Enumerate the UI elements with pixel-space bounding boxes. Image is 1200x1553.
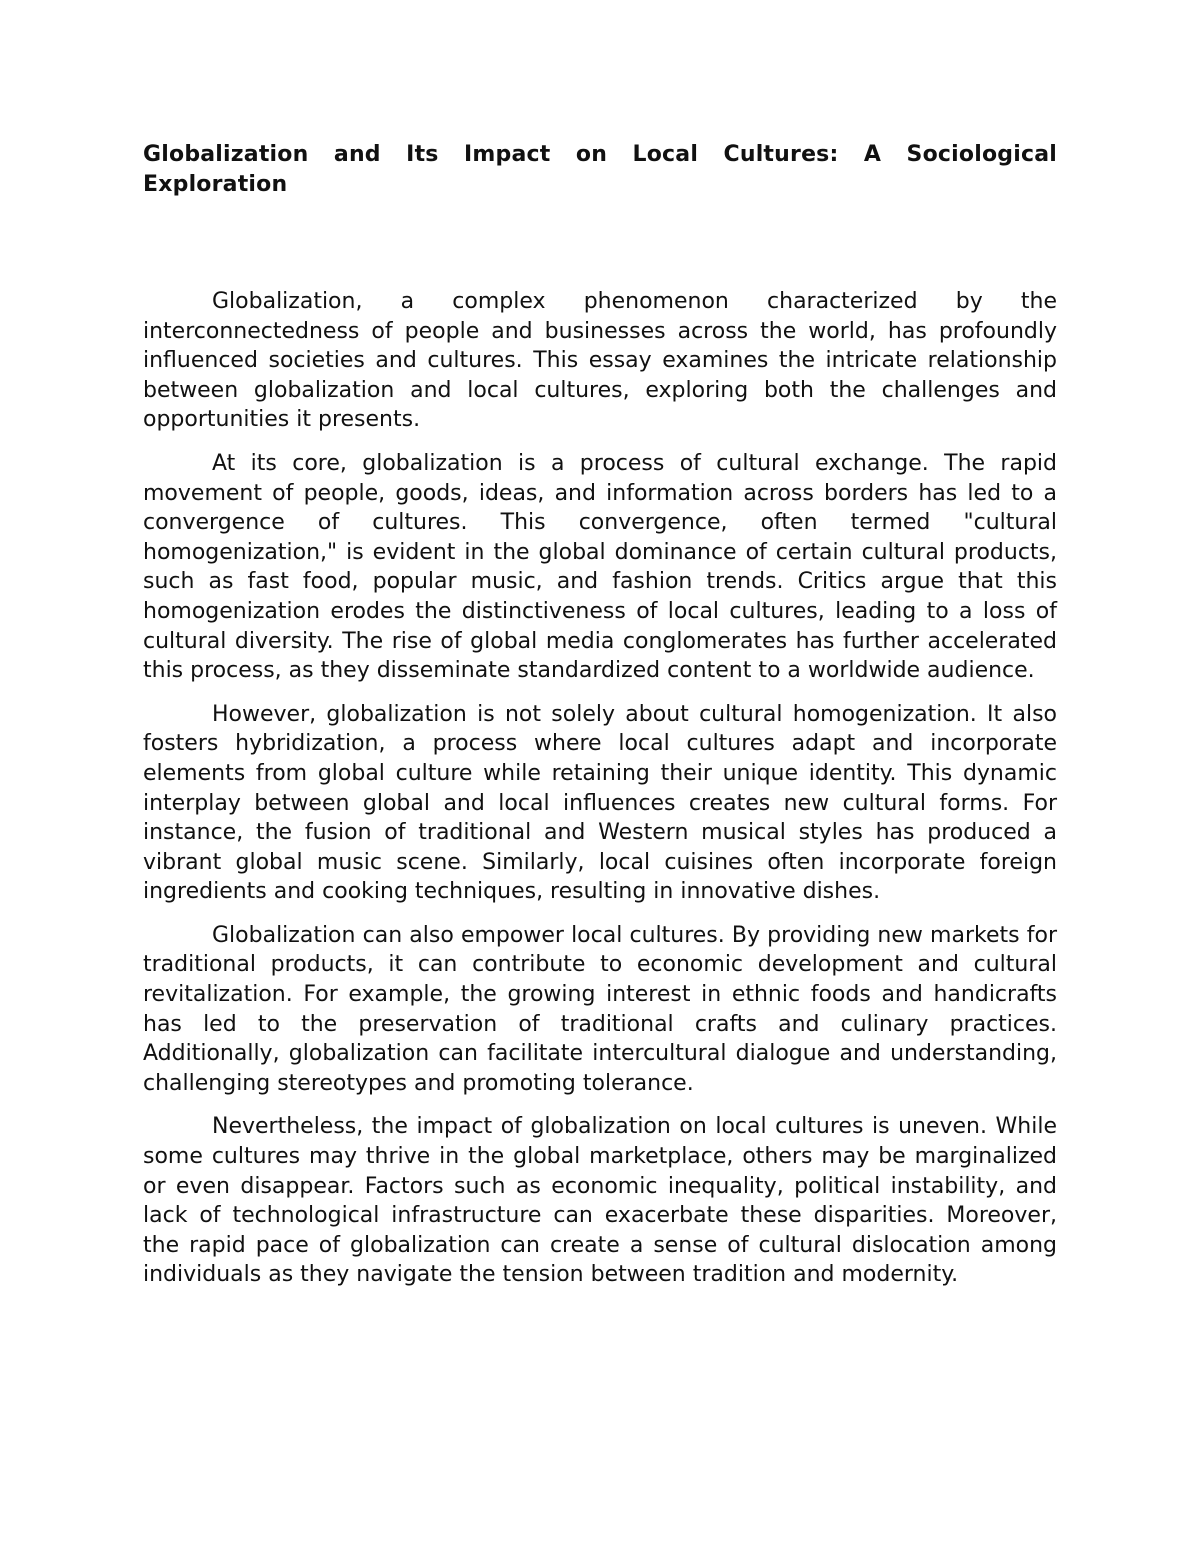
title-spacer [143,200,1057,287]
paragraph-intro: Globalization, a complex phenomenon characterized by the interconnectedness of people and businesses across the world, has profoundly influenced societies and cultures. This essay examines the intricate relationship between globalization and local cultures, exploring both the challenges and opportunities it presents. [143,289,1057,433]
document-body [143,140,1057,1304]
paragraph-hybridization: However, globalization is not solely about cultural homogenization. It also fosters hybridization, a process where local cultures adapt and incorporate elements from global culture while retaining their unique identity. This dynamic interplay between global and local influences creates new cultural forms. For instance, the fusion of traditional and Western musical styles has produced a vibrant global music scene. Similarly, local cuisines often incorporate foreign ingredients and cooking techniques, resulting in innovative dishes. [143,701,1057,905]
document-title: Globalization and Its Impact on Local Cultures: A Sociological Exploration [143,142,1057,197]
paragraph-cultural-exchange: At its core, globalization is a process of cultural exchange. The rapid movement of people, goods, ideas, and information across borders has led to a convergence of cultures. This convergence, often termed "cultural homogenization," is evident in the global dominance of certain cultural products, such as fast food, popular music, and fashion trends. Critics argue that this homogenization erodes the distinctiveness of local cultures, leading to a loss of cultural diversity. The rise of global media conglomerates has further accelerated this process, as they disseminate standardized content to a worldwide audience. [143,450,1057,684]
paragraph-uneven-impact: Nevertheless, the impact of globalization on local cultures is uneven. While some cultures may thrive in the global marketplace, others may be marginalized or even disappear. Factors such as economic inequality, political instability, and lack of technological infrastructure can exacerbate these disparities. Moreover, the rapid pace of globalization can create a sense of cultural dislocation among individuals as they navigate the tension between tradition and modernity. [143,1114,1057,1288]
paragraph-empowerment: Globalization can also empower local cultures. By providing new markets for traditional products, it can contribute to economic development and cultural revitalization. For example, the growing interest in ethnic foods and handicrafts has led to the preservation of traditional crafts and culinary practices. Additionally, globalization can facilitate intercultural dialogue and understanding, challenging stereotypes and promoting tolerance. [143,922,1057,1096]
